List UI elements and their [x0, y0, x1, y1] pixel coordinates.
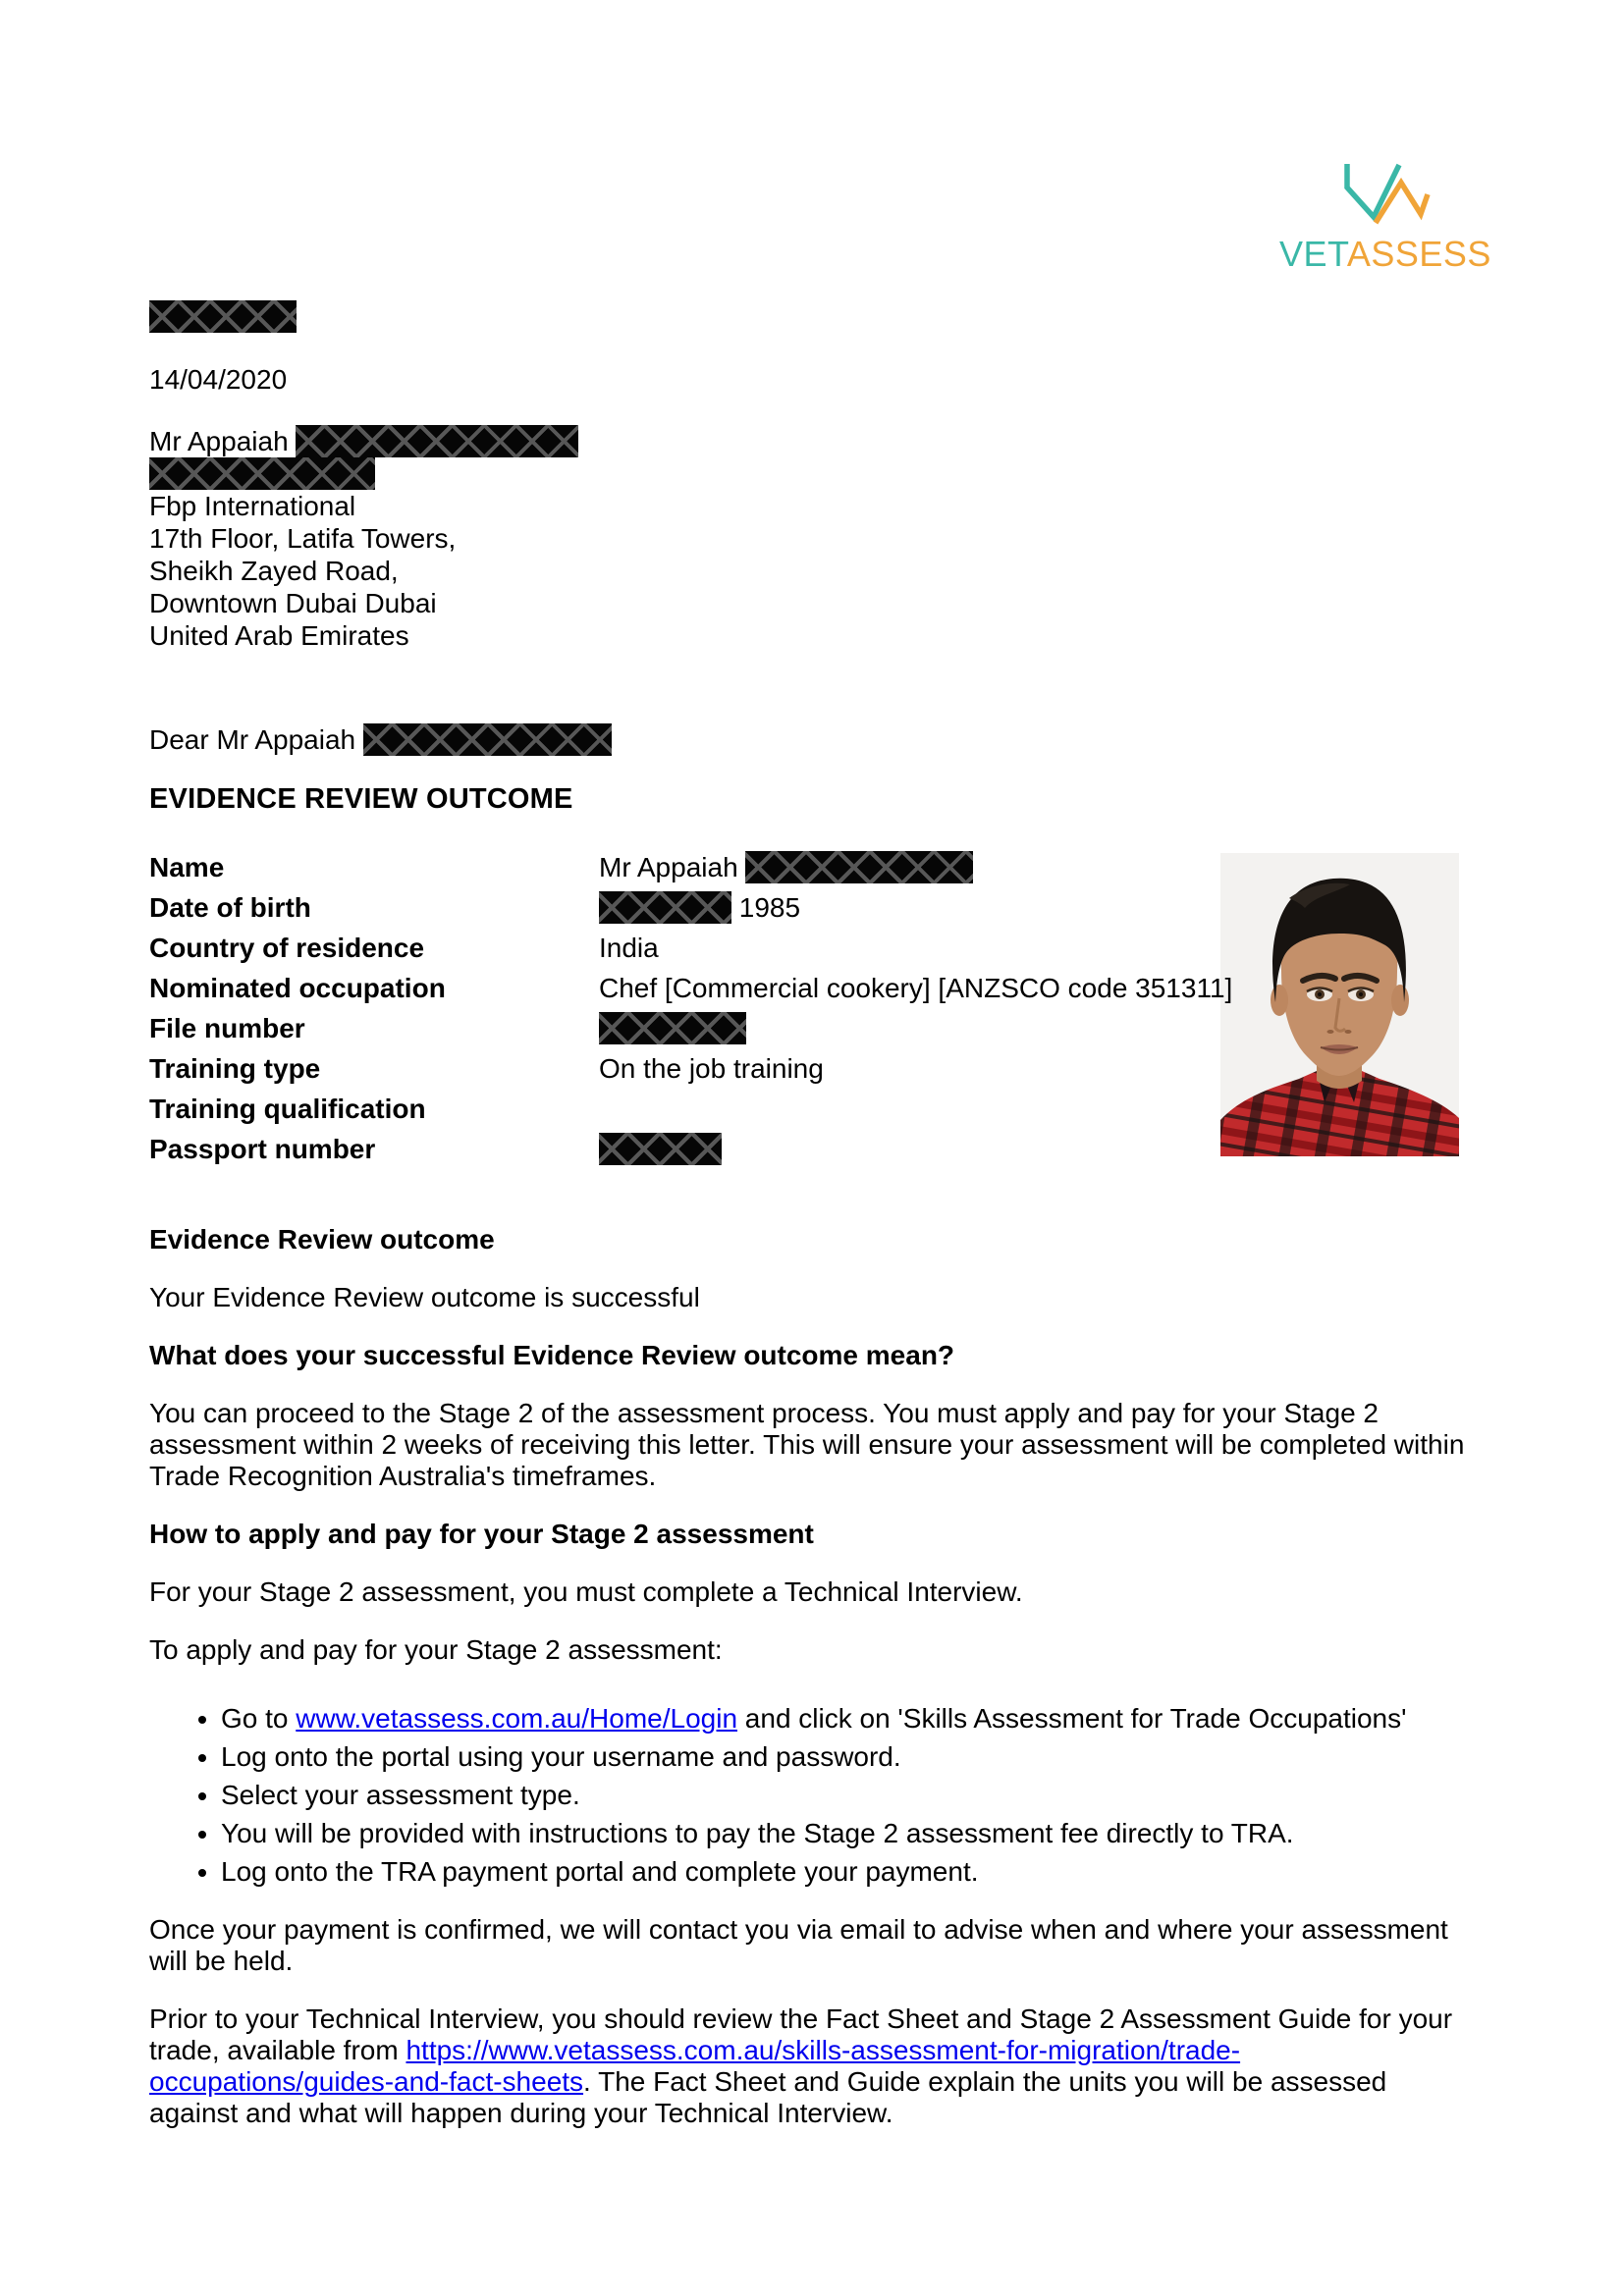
- paragraph: [149, 1282, 1471, 1313]
- details-label: Name: [149, 851, 225, 882]
- text-run: Dear Mr Appaiah: [149, 724, 363, 755]
- paragraph: [149, 1398, 1471, 1492]
- address-line: Fbp International: [149, 491, 356, 521]
- details-row: [149, 1048, 1232, 1089]
- text-run: 1985: [731, 892, 801, 923]
- text-run: Mr Appaiah: [149, 426, 297, 456]
- details-label: Passport number: [149, 1133, 376, 1164]
- redacted-text: [599, 891, 731, 924]
- details-value: [599, 1008, 1232, 1048]
- details-value: [599, 1089, 1232, 1129]
- details-label: Training qualification: [149, 1093, 426, 1124]
- text-run: . The Fact Sheet and Guide explain the units you will be assessed against and what will happen during your Technical Interview.: [149, 2066, 1387, 2128]
- details-label: Training type: [149, 1052, 321, 1084]
- details-row: [149, 1089, 1232, 1129]
- address-line: United Arab Emirates: [149, 620, 409, 651]
- text-run: You will be provided with instructions to pay the Stage 2 assessment fee directly to TRA.: [221, 1818, 1294, 1848]
- redacted-text: [296, 425, 578, 457]
- details-row: [149, 1008, 1232, 1048]
- text-run: You can proceed to the Stage 2 of the assessment process. You must apply and pay for your Stage 2 assessment within 2 weeks of receiving this letter. This will ensure your assessment will be completed within Trade Recognition Australia's timeframes.: [149, 1398, 1465, 1491]
- text-run: Prior to your Technical Interview, you should review the Fact Sheet and Stage 2 Assessment Guide for your trade, available from: [149, 2003, 1453, 2065]
- paragraph: [149, 1914, 1471, 1977]
- redacted-letterhead: [149, 300, 297, 333]
- section-heading: How to apply and pay for your Stage 2 assessment: [149, 1519, 814, 1549]
- redacted-text: [363, 723, 612, 756]
- address-line: Sheikh Zayed Road,: [149, 556, 399, 586]
- details-value: [599, 887, 1232, 928]
- address-line: Downtown Dubai Dubai: [149, 588, 437, 618]
- details-row: [149, 887, 1232, 928]
- greeting-line: [149, 723, 1471, 756]
- list-item: [221, 1703, 1471, 1735]
- letter-body: [149, 1224, 1471, 2129]
- text-run: Log onto the portal using your username and password.: [221, 1741, 901, 1772]
- details-label: Country of residence: [149, 932, 425, 963]
- list-item: [221, 1818, 1471, 1849]
- paragraph: [149, 1576, 1471, 1608]
- paragraph: [149, 2003, 1471, 2129]
- details-row: [149, 1129, 1232, 1169]
- list-item: [221, 1856, 1471, 1888]
- paragraph: [149, 1634, 1471, 1666]
- text-run: Once your payment is confirmed, we will contact you via email to advise when and where your assessment will be held.: [149, 1914, 1448, 1976]
- text-run: Mr Appaiah: [599, 852, 746, 882]
- logo-text-vet: VET: [1279, 234, 1347, 274]
- text-run: and click on 'Skills Assessment for Trade Occupations': [737, 1703, 1407, 1734]
- logo-text-assess: ASSESS: [1346, 234, 1491, 274]
- redacted-text: [745, 851, 973, 883]
- text-run: Select your assessment type.: [221, 1780, 580, 1810]
- redacted-text: [149, 457, 375, 490]
- text-run: Go to: [221, 1703, 297, 1734]
- text-run: Chef [Commercial cookery] [ANZSCO code 351311]: [599, 972, 1233, 1003]
- list-item: [221, 1741, 1471, 1773]
- list-item: [221, 1780, 1471, 1811]
- details-value: [599, 1129, 1232, 1169]
- details-row: [149, 928, 1232, 968]
- letter-heading: EVIDENCE REVIEW OUTCOME: [149, 783, 573, 815]
- address-line: 17th Floor, Latifa Towers,: [149, 523, 457, 554]
- details-value: [599, 847, 1232, 887]
- portal-login-link[interactable]: www.vetassess.com.au/Home/Login: [296, 1703, 738, 1734]
- redacted-text: [599, 1012, 746, 1044]
- redacted-text: [599, 1133, 722, 1165]
- details-label: File number: [149, 1012, 305, 1043]
- applicant-details-table: [149, 847, 1232, 1169]
- instruction-list: [149, 1703, 1471, 1888]
- text-run: Your Evidence Review outcome is successful: [149, 1282, 700, 1312]
- details-row: [149, 847, 1232, 887]
- letter-date: 14/04/2020: [149, 364, 288, 395]
- details-value: [599, 1048, 1232, 1089]
- details-label: Nominated occupation: [149, 972, 446, 1003]
- text-run: For your Stage 2 assessment, you must complete a Technical Interview.: [149, 1576, 1023, 1607]
- details-row: [149, 968, 1232, 1008]
- guides-factsheets-link[interactable]: https://www.vetassess.com.au/skills-assessment-for-migration/trade-occupations/guides-and-fact-sheets: [149, 2035, 1241, 2097]
- section-heading: What does your successful Evidence Review outcome mean?: [149, 1340, 955, 1370]
- text-run: Log onto the TRA payment portal and complete your payment.: [221, 1856, 979, 1887]
- details-value: [599, 968, 1232, 1008]
- details-label: Date of birth: [149, 891, 311, 923]
- recipient-name-line: [149, 425, 1471, 457]
- details-value: [599, 928, 1232, 968]
- section-heading: Evidence Review outcome: [149, 1224, 495, 1255]
- text-run: To apply and pay for your Stage 2 assessment:: [149, 1634, 723, 1665]
- text-run: On the job training: [599, 1052, 824, 1084]
- recipient-address: [149, 425, 1471, 652]
- text-run: India: [599, 932, 659, 963]
